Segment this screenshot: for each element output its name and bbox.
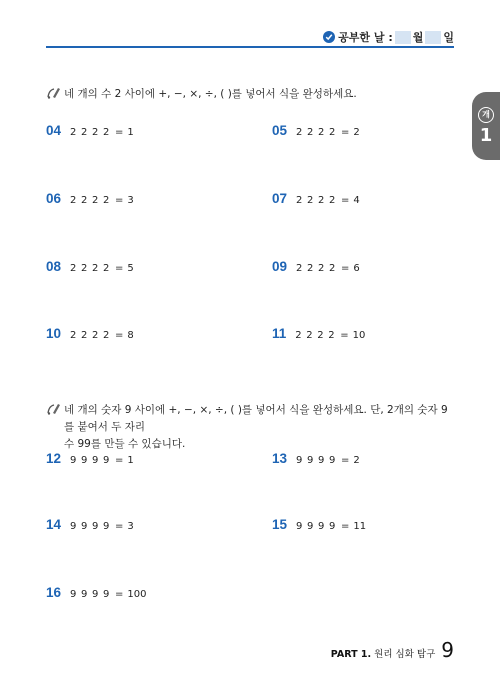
equals-sign: = — [115, 455, 124, 466]
digit: 2 — [70, 263, 77, 274]
page-number: 9 — [441, 638, 454, 662]
digit: 9 — [307, 455, 314, 466]
result: 1 — [127, 455, 134, 466]
digit: 9 — [318, 521, 325, 532]
month-box[interactable] — [395, 31, 411, 44]
equals-sign: = — [340, 330, 349, 341]
equals-sign: = — [115, 589, 124, 600]
digit: 2 — [329, 263, 336, 274]
digit: 2 — [306, 330, 313, 341]
digit: 9 — [81, 521, 88, 532]
equals-sign: = — [341, 263, 350, 274]
month-label: 월 — [412, 31, 424, 44]
digit: 2 — [92, 195, 99, 206]
problem-04[interactable] — [46, 123, 134, 138]
result: 2 — [353, 127, 360, 138]
digit: 9 — [92, 521, 99, 532]
result: 11 — [353, 521, 367, 532]
digit: 9 — [103, 455, 110, 466]
equals-sign: = — [115, 127, 124, 138]
result: 100 — [127, 589, 147, 600]
result: 2 — [353, 455, 360, 466]
problem-07[interactable] — [272, 191, 360, 206]
equals-sign: = — [115, 521, 124, 532]
problem-05[interactable] — [272, 123, 360, 138]
problem-number: 04 — [46, 123, 62, 138]
result: 1 — [127, 127, 134, 138]
problem-number: 05 — [272, 123, 288, 138]
digit: 2 — [318, 263, 325, 274]
problem-number: 13 — [272, 451, 288, 466]
result: 4 — [353, 195, 360, 206]
header-divider — [46, 46, 454, 48]
digit: 9 — [103, 521, 110, 532]
digit: 9 — [296, 455, 303, 466]
result: 5 — [127, 263, 134, 274]
problem-number: 16 — [46, 585, 62, 600]
problem-11[interactable] — [272, 326, 365, 341]
digit: 2 — [103, 195, 110, 206]
instruction-line-1: 네 개의 숫자 9 사이에 +, −, ×, ÷, ( )를 넣어서 식을 완성하세요. 단, 2개의 숫자 9를 붙여서 두 자리 — [64, 404, 448, 433]
problem-12[interactable] — [46, 451, 134, 466]
problem-09[interactable] — [272, 259, 360, 274]
problem-16[interactable] — [46, 585, 147, 600]
digit: 2 — [81, 195, 88, 206]
digit: 2 — [103, 263, 110, 274]
problem-10[interactable] — [46, 326, 134, 341]
digit: 2 — [307, 127, 314, 138]
equals-sign: = — [115, 263, 124, 274]
day-box[interactable] — [425, 31, 441, 44]
equals-sign: = — [341, 195, 350, 206]
section1-instruction — [46, 86, 456, 106]
pencil-icon — [46, 402, 64, 453]
digit: 2 — [328, 330, 335, 341]
digit: 2 — [92, 127, 99, 138]
digit: 2 — [307, 195, 314, 206]
digit: 2 — [70, 195, 77, 206]
digit: 2 — [317, 330, 324, 341]
digit: 9 — [307, 521, 314, 532]
digit: 2 — [296, 195, 303, 206]
digit: 2 — [318, 127, 325, 138]
problem-number: 12 — [46, 451, 62, 466]
problem-14[interactable] — [46, 517, 134, 532]
equals-sign: = — [341, 127, 350, 138]
digit: 2 — [70, 127, 77, 138]
problem-08[interactable] — [46, 259, 134, 274]
digit: 9 — [92, 589, 99, 600]
result: 10 — [352, 330, 366, 341]
digit: 9 — [81, 455, 88, 466]
problem-number: 09 — [272, 259, 288, 274]
digit: 9 — [81, 589, 88, 600]
part-title — [331, 646, 435, 660]
problem-15[interactable] — [272, 517, 366, 532]
problem-number: 11 — [272, 326, 287, 341]
result: 3 — [127, 521, 134, 532]
digit: 9 — [318, 455, 325, 466]
problem-13[interactable] — [272, 451, 360, 466]
problem-number: 08 — [46, 259, 62, 274]
digit: 2 — [296, 263, 303, 274]
digit: 2 — [81, 330, 88, 341]
result: 3 — [127, 195, 134, 206]
problem-number: 07 — [272, 191, 288, 206]
pencil-icon — [46, 86, 64, 106]
digit: 9 — [329, 521, 336, 532]
problem-06[interactable] — [46, 191, 134, 206]
digit: 9 — [329, 455, 336, 466]
digit: 2 — [318, 195, 325, 206]
digit: 9 — [92, 455, 99, 466]
instruction-text — [64, 402, 456, 453]
check-icon — [323, 31, 335, 43]
study-date-header — [323, 29, 454, 45]
study-day-label: 공부한 날 : — [338, 31, 393, 44]
equals-sign: = — [341, 521, 350, 532]
day-label: 일 — [443, 31, 454, 44]
result: 8 — [127, 330, 134, 341]
digit: 2 — [103, 127, 110, 138]
chapter-number: 1 — [479, 124, 493, 146]
digit: 2 — [81, 127, 88, 138]
digit: 9 — [296, 521, 303, 532]
chapter-badge: 개 — [478, 107, 494, 123]
digit: 2 — [296, 127, 303, 138]
instruction-line-2: 수 99를 만들 수 있습니다. — [64, 438, 186, 450]
equals-sign: = — [115, 330, 124, 341]
part-name: 원리 심화 탐구 — [374, 649, 436, 660]
chapter-side-tab — [472, 92, 500, 160]
result: 6 — [353, 263, 360, 274]
digit: 2 — [295, 330, 302, 341]
digit: 2 — [329, 127, 336, 138]
digit: 2 — [103, 330, 110, 341]
digit: 9 — [70, 589, 77, 600]
digit: 9 — [103, 589, 110, 600]
equals-sign: = — [115, 195, 124, 206]
problem-number: 10 — [46, 326, 62, 341]
instruction-text: 네 개의 수 2 사이에 +, −, ×, ÷, ( )를 넣어서 식을 완성하세요. — [64, 88, 357, 100]
problem-number: 15 — [272, 517, 288, 532]
digit: 2 — [307, 263, 314, 274]
equals-sign: = — [341, 455, 350, 466]
digit: 9 — [70, 455, 77, 466]
problem-number: 06 — [46, 191, 62, 206]
digit: 2 — [81, 263, 88, 274]
digit: 9 — [70, 521, 77, 532]
digit: 2 — [92, 330, 99, 341]
section2-instruction — [46, 402, 456, 453]
digit: 2 — [329, 195, 336, 206]
problem-number: 14 — [46, 517, 62, 532]
part-label: PART 1. — [330, 649, 372, 660]
digit: 2 — [92, 263, 99, 274]
digit: 2 — [70, 330, 77, 341]
page-footer — [331, 638, 454, 662]
